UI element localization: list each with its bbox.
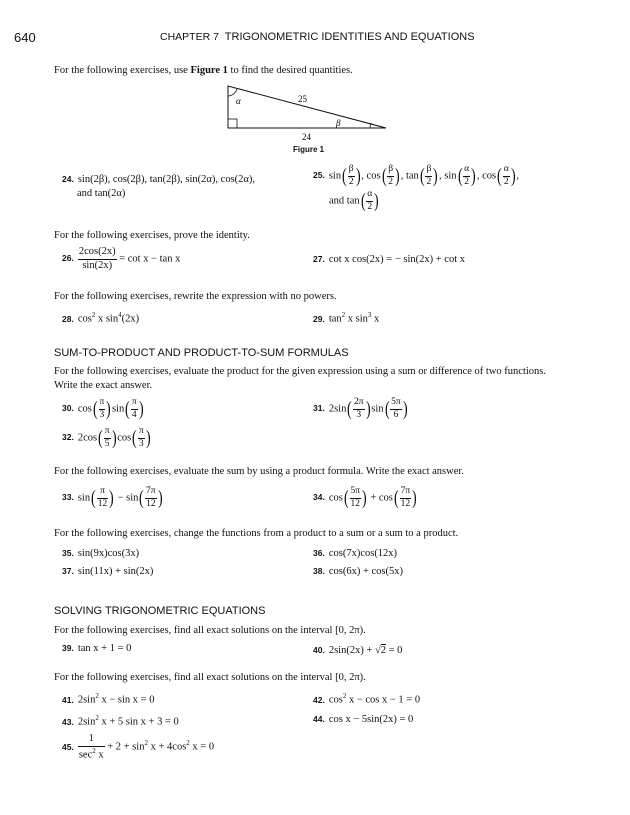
fraction xyxy=(350,487,362,509)
exercise-number: 38. xyxy=(313,566,325,576)
denom-text: x xyxy=(95,749,104,760)
paren: ( xyxy=(139,487,145,509)
exercise-text: cos xyxy=(77,313,92,325)
func: sin xyxy=(371,403,384,415)
exercise-number: 45. xyxy=(62,741,74,752)
fraction xyxy=(425,165,432,187)
paren: ( xyxy=(342,165,347,187)
exercise-text: 2sin(2x) + xyxy=(328,645,375,656)
numerator: π xyxy=(97,487,109,499)
exercise-32 xyxy=(62,427,151,449)
exercise-44 xyxy=(313,714,413,725)
fraction xyxy=(131,398,138,420)
exercise-text: 2sin xyxy=(77,694,96,706)
paren: ( xyxy=(381,165,387,187)
exercise-number: 35. xyxy=(62,548,74,558)
func: cos xyxy=(328,492,343,504)
figure-reference: Figure 1 xyxy=(190,65,228,76)
exercise-text: x − cos x − 1 = 0 xyxy=(346,694,421,706)
numerator: 7π xyxy=(145,487,157,499)
instruction-line: For the following exercises, evaluate the product for the given expression using a sum or difference of two functions. xyxy=(54,366,547,377)
denominator: 5 xyxy=(104,438,110,449)
func-cos: cos xyxy=(482,170,497,182)
fraction xyxy=(353,398,365,420)
exponent: 2 xyxy=(342,692,347,700)
paren: ) xyxy=(362,487,367,509)
exercise-number: 30. xyxy=(62,403,74,414)
exercise-text: x xyxy=(371,313,380,325)
func: sin xyxy=(77,492,91,504)
exercise-number: 29. xyxy=(313,313,325,324)
denominator xyxy=(78,747,105,761)
comma: , xyxy=(438,170,442,182)
paren: ( xyxy=(132,427,137,449)
exercise-text: sin(2β), cos(2β), tan(2β), sin(2α), cos(2α), xyxy=(77,174,256,185)
product-formula-instruction: For the following exercises, evaluate the sum by using a product formula. Write the exact answer. xyxy=(54,466,464,477)
comma: , xyxy=(400,170,404,182)
paren: ) xyxy=(138,398,144,420)
exercise-31 xyxy=(313,398,408,420)
exercise-text: sin(11x) + sin(2x) xyxy=(77,566,154,577)
denominator: 12 xyxy=(350,498,361,509)
exercise-number: 42. xyxy=(313,694,325,705)
func: sin xyxy=(126,492,139,504)
comma: , xyxy=(476,170,480,182)
numerator: 2cos(2x) xyxy=(78,247,117,260)
exercise-text: tan x + 1 = 0 xyxy=(77,643,132,654)
denominator: 12 xyxy=(400,498,411,509)
intro-text-pre: For the following exercises, use xyxy=(54,65,191,76)
prove-instruction: For the following exercises, prove the identity. xyxy=(54,230,250,241)
figure-caption: Figure 1 xyxy=(293,145,325,154)
base-label: 24 xyxy=(302,132,311,142)
denominator: 3 xyxy=(138,438,144,449)
exercise-number: 31. xyxy=(313,403,325,414)
numerator: 5π xyxy=(350,487,362,499)
exercise-number: 33. xyxy=(62,492,74,503)
paren: ) xyxy=(510,165,516,187)
numerator: β xyxy=(387,165,394,177)
fraction xyxy=(78,734,105,761)
exercise-number: 43. xyxy=(62,716,74,727)
exercise-number: 39. xyxy=(62,643,74,653)
section-heading-solving: SOLVING TRIGONOMETRIC EQUATIONS xyxy=(54,605,266,617)
exercise-number: 34. xyxy=(313,492,325,503)
paren: ) xyxy=(355,165,361,187)
paren: ) xyxy=(433,165,438,187)
comma: , xyxy=(361,170,364,182)
sum-product-instruction xyxy=(54,365,546,393)
paren: ( xyxy=(457,165,463,187)
exercise-text: = cot x − tan x xyxy=(119,253,181,265)
func: 2cos xyxy=(77,432,98,444)
operator: + xyxy=(370,492,377,504)
exercise-text: tan xyxy=(328,313,342,325)
numerator: α xyxy=(503,165,510,177)
func-cos: cos xyxy=(366,170,381,182)
exercise-text: x sin xyxy=(95,313,119,325)
exponent: 2 xyxy=(186,739,190,748)
exponent: 2 xyxy=(91,311,96,319)
paren: ( xyxy=(419,165,425,187)
exercise-36 xyxy=(313,548,397,559)
fraction xyxy=(104,427,111,449)
triangle-figure xyxy=(220,82,400,148)
denominator: 3 xyxy=(356,409,362,420)
exercise-text: cos x − 5sin(2x) = 0 xyxy=(328,714,414,725)
exercise-number: 25. xyxy=(313,170,325,181)
right-angle-marker xyxy=(228,119,237,128)
exercise-25-cont xyxy=(329,190,380,212)
numerator: π xyxy=(104,427,111,439)
fraction xyxy=(78,247,117,271)
exercise-text: x sin xyxy=(345,313,368,325)
operator: − xyxy=(117,492,124,504)
paren: ) xyxy=(157,487,163,509)
exercise-number: 37. xyxy=(62,566,74,576)
exercise-number: 40. xyxy=(313,645,325,655)
paren: ) xyxy=(374,190,379,212)
paren: ) xyxy=(109,487,114,509)
func: cos xyxy=(378,492,393,504)
chapter-title: TRIGONOMETRIC IDENTITIES AND EQUATIONS xyxy=(224,31,475,43)
exercise-26 xyxy=(62,247,180,271)
exponent: 2 xyxy=(95,692,99,700)
exercise-text: cos xyxy=(328,694,343,706)
numerator: π xyxy=(138,427,145,439)
exercise-number: 44. xyxy=(313,714,325,724)
func: sin xyxy=(111,403,125,415)
numerator: 5π xyxy=(390,398,402,410)
exercise-39 xyxy=(62,643,131,654)
exercise-33 xyxy=(62,487,163,509)
denominator: 2 xyxy=(367,201,373,212)
exercise-text: (2x) xyxy=(121,313,140,325)
exercise-number: 27. xyxy=(313,254,325,264)
denominator: 2 xyxy=(426,176,432,187)
numerator: β xyxy=(425,165,432,177)
solve-instruction-1: For the following exercises, find all exact solutions on the interval [0, 2π). xyxy=(54,625,366,636)
exponent: 2 xyxy=(144,739,148,748)
exercise-number: 28. xyxy=(62,313,74,324)
fraction xyxy=(387,165,394,187)
chapter-label: CHAPTER 7 xyxy=(160,31,219,43)
exercise-number: 26. xyxy=(62,253,74,264)
paren: ) xyxy=(471,165,476,187)
fraction xyxy=(463,165,470,187)
running-header xyxy=(160,31,475,43)
denominator: 12 xyxy=(97,498,108,509)
numerator: α xyxy=(463,165,470,177)
fraction xyxy=(97,487,109,509)
exercise-40 xyxy=(313,645,402,656)
paren: ( xyxy=(384,398,390,420)
denominator: 2 xyxy=(348,176,354,187)
numerator: α xyxy=(366,190,373,202)
exercise-29 xyxy=(313,311,379,325)
denominator: 3 xyxy=(99,409,105,420)
alpha-label: α xyxy=(236,96,241,106)
exercise-text: 2sin xyxy=(77,716,96,728)
func-sin: sin xyxy=(328,170,342,182)
func-tan: tan xyxy=(405,170,419,182)
denom-text: sec xyxy=(78,749,93,760)
exercise-30 xyxy=(62,398,144,420)
paren: ) xyxy=(365,398,371,420)
exercise-text: = 0 xyxy=(386,645,403,656)
func-sin: sin xyxy=(444,170,457,182)
exercise-24 xyxy=(62,172,255,201)
comma: , xyxy=(516,170,520,182)
exercise-number: 32. xyxy=(62,432,74,443)
exercise-43 xyxy=(62,714,179,728)
triangle-shape xyxy=(228,86,386,128)
no-powers-instruction: For the following exercises, rewrite the expression with no powers. xyxy=(54,291,337,302)
paren: ( xyxy=(98,427,103,449)
exercise-text: + 2 + sin xyxy=(104,741,145,753)
paren: ) xyxy=(395,165,400,187)
exercise-38 xyxy=(313,566,403,577)
numerator: 1 xyxy=(78,734,105,747)
exercise-text: sin(9x)cos(3x) xyxy=(77,548,140,559)
numerator: 2π xyxy=(353,398,365,410)
fraction xyxy=(390,398,402,420)
fraction xyxy=(503,165,510,187)
paren: ) xyxy=(402,398,408,420)
exercise-27 xyxy=(313,254,465,265)
exponent: 2 xyxy=(341,311,346,319)
alpha-arc xyxy=(228,89,237,96)
exercise-text: cos(7x)cos(12x) xyxy=(328,548,398,559)
paren: ( xyxy=(360,190,366,212)
exponent: 4 xyxy=(118,311,122,319)
exercise-text: cos(6x) + cos(5x) xyxy=(328,566,403,577)
paren: ( xyxy=(393,487,399,509)
paren: ( xyxy=(497,165,502,187)
exponent: 2 xyxy=(92,746,96,755)
hypotenuse-label: 25 xyxy=(298,94,307,104)
paren: ( xyxy=(125,398,130,420)
fraction xyxy=(145,487,157,509)
instruction-line: Write the exact answer. xyxy=(54,380,153,391)
exercise-41 xyxy=(62,692,154,706)
exercise-text: x + 4cos xyxy=(147,741,187,753)
fraction xyxy=(348,165,355,187)
numerator: 7π xyxy=(400,487,412,499)
exercise-37 xyxy=(62,566,153,577)
denominator: 6 xyxy=(393,409,399,420)
intro-text-post: to find the desired quantities. xyxy=(227,65,353,76)
exercise-text: x − sin x = 0 xyxy=(98,694,155,706)
fraction xyxy=(138,427,145,449)
paren: ( xyxy=(347,398,353,420)
numerator: β xyxy=(348,165,355,177)
paren: ( xyxy=(343,487,349,509)
numerator: π xyxy=(99,398,106,410)
denominator: sin(2x) xyxy=(82,259,113,271)
exercise-35 xyxy=(62,548,139,559)
func: cos xyxy=(117,432,132,444)
denominator: 2 xyxy=(388,176,393,187)
sqrt-symbol: √ xyxy=(375,645,381,656)
numerator: π xyxy=(131,398,138,410)
intro-instruction xyxy=(54,64,353,78)
beta-label: β xyxy=(336,118,341,128)
exercise-number: 24. xyxy=(62,174,74,184)
exercise-text: x + 5 sin x + 3 = 0 xyxy=(98,716,179,728)
radicand: 2 xyxy=(380,645,387,656)
exponent: 2 xyxy=(95,714,99,722)
paren: ( xyxy=(91,487,96,509)
exercise-42 xyxy=(313,692,420,706)
exercise-text-cont: and tan(2α) xyxy=(77,188,126,199)
section-heading-sum-product: SUM-TO-PRODUCT AND PRODUCT-TO-SUM FORMULAS xyxy=(54,347,349,359)
paren: ) xyxy=(106,398,111,420)
change-instruction: For the following exercises, change the functions from a product to a sum or a sum to a product. xyxy=(54,528,459,539)
fraction xyxy=(99,398,106,420)
denominator: 12 xyxy=(146,498,156,509)
exercise-text: cot x cos(2x) = − sin(2x) + cot x xyxy=(328,254,465,265)
page-number: 640 xyxy=(14,30,36,45)
exercise-45 xyxy=(62,734,214,761)
paren: ) xyxy=(412,487,417,509)
exercise-number: 41. xyxy=(62,694,74,705)
paren: ) xyxy=(111,427,117,449)
exercise-34 xyxy=(313,487,418,509)
denominator: 2 xyxy=(503,176,509,187)
exercise-text: and tan xyxy=(329,195,360,207)
solve-instruction-2: For the following exercises, find all exact solutions on the interval [0, 2π). xyxy=(54,672,366,683)
fraction xyxy=(366,190,373,212)
denominator: 4 xyxy=(131,409,137,420)
exercise-25 xyxy=(313,165,519,187)
denominator: 2 xyxy=(464,176,470,187)
exercise-28 xyxy=(62,311,139,325)
func: 2sin xyxy=(328,403,347,415)
exponent: 3 xyxy=(367,311,372,319)
exercise-text: x = 0 xyxy=(189,741,215,753)
paren: ) xyxy=(145,427,151,449)
fraction xyxy=(400,487,412,509)
func: cos xyxy=(77,403,92,415)
paren: ( xyxy=(92,398,98,420)
exercise-number: 36. xyxy=(313,548,325,558)
